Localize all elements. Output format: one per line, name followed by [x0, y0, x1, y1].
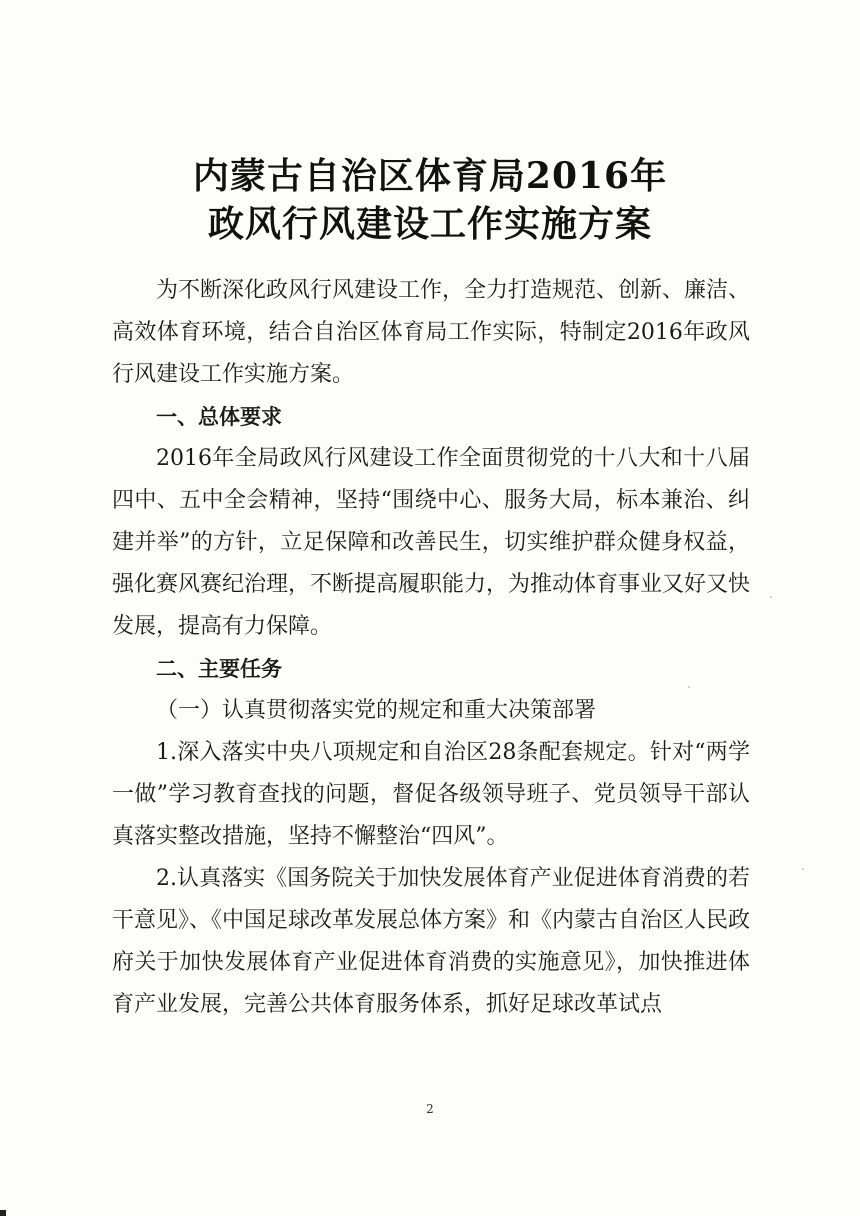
intro-paragraph: 为不断深化政风行风建设工作，全力打造规范、创新、廉洁、高效体育环境，结合自治区体育局工作实际，特制定2016年政风行风建设工作实施方案。 — [112, 278, 751, 387]
page-number: 2 — [426, 1102, 434, 1116]
document-body — [112, 270, 750, 1026]
scan-edge-mark — [0, 1210, 6, 1216]
scan-speck — [770, 596, 772, 598]
section-1-paragraph: 2016年全局政风行风建设工作全面贯彻党的十八大和十八届四中、五中全会精神，坚持“围绕中心、服务大局，标本兼治、纠建并举”的方针，立足保障和改善民生，切实维护群众健身权益，强化赛风赛纪治理，不断提高履职能力，为推动体育事业又好又快发展，提高有力保障。 — [112, 446, 751, 639]
section-2-heading: 二、主要任务 — [156, 657, 282, 681]
scan-speck — [802, 868, 804, 870]
item-1-paragraph: 1.深入落实中央八项规定和自治区28条配套规定。针对“两学一做”学习教育查找的问题，督促各级领导班子、党员领导干部认真落实整改措施，坚持不懈整治“四风”。 — [112, 740, 750, 849]
scan-speck — [688, 686, 690, 688]
item-2-paragraph: 2.认真落实《国务院关于加快发展体育产业促进体育消费的若干意见》、《中国足球改革发展总体方案》和《内蒙古自治区人民政府关于加快发展体育产业促进体育消费的实施意见》，加快推进体育产业发展，完善公共体育服务体系，抓好足球改革试点 — [112, 866, 751, 1017]
document-title-line-2: 政风行风建设工作实施方案 — [207, 203, 652, 245]
subsection-1-heading: （一）认真贯彻落实党的规定和重大决策部署 — [156, 698, 597, 723]
document-title-line-1: 内蒙古自治区体育局2016年 — [192, 155, 668, 197]
section-1-heading: 一、总体要求 — [156, 405, 282, 429]
